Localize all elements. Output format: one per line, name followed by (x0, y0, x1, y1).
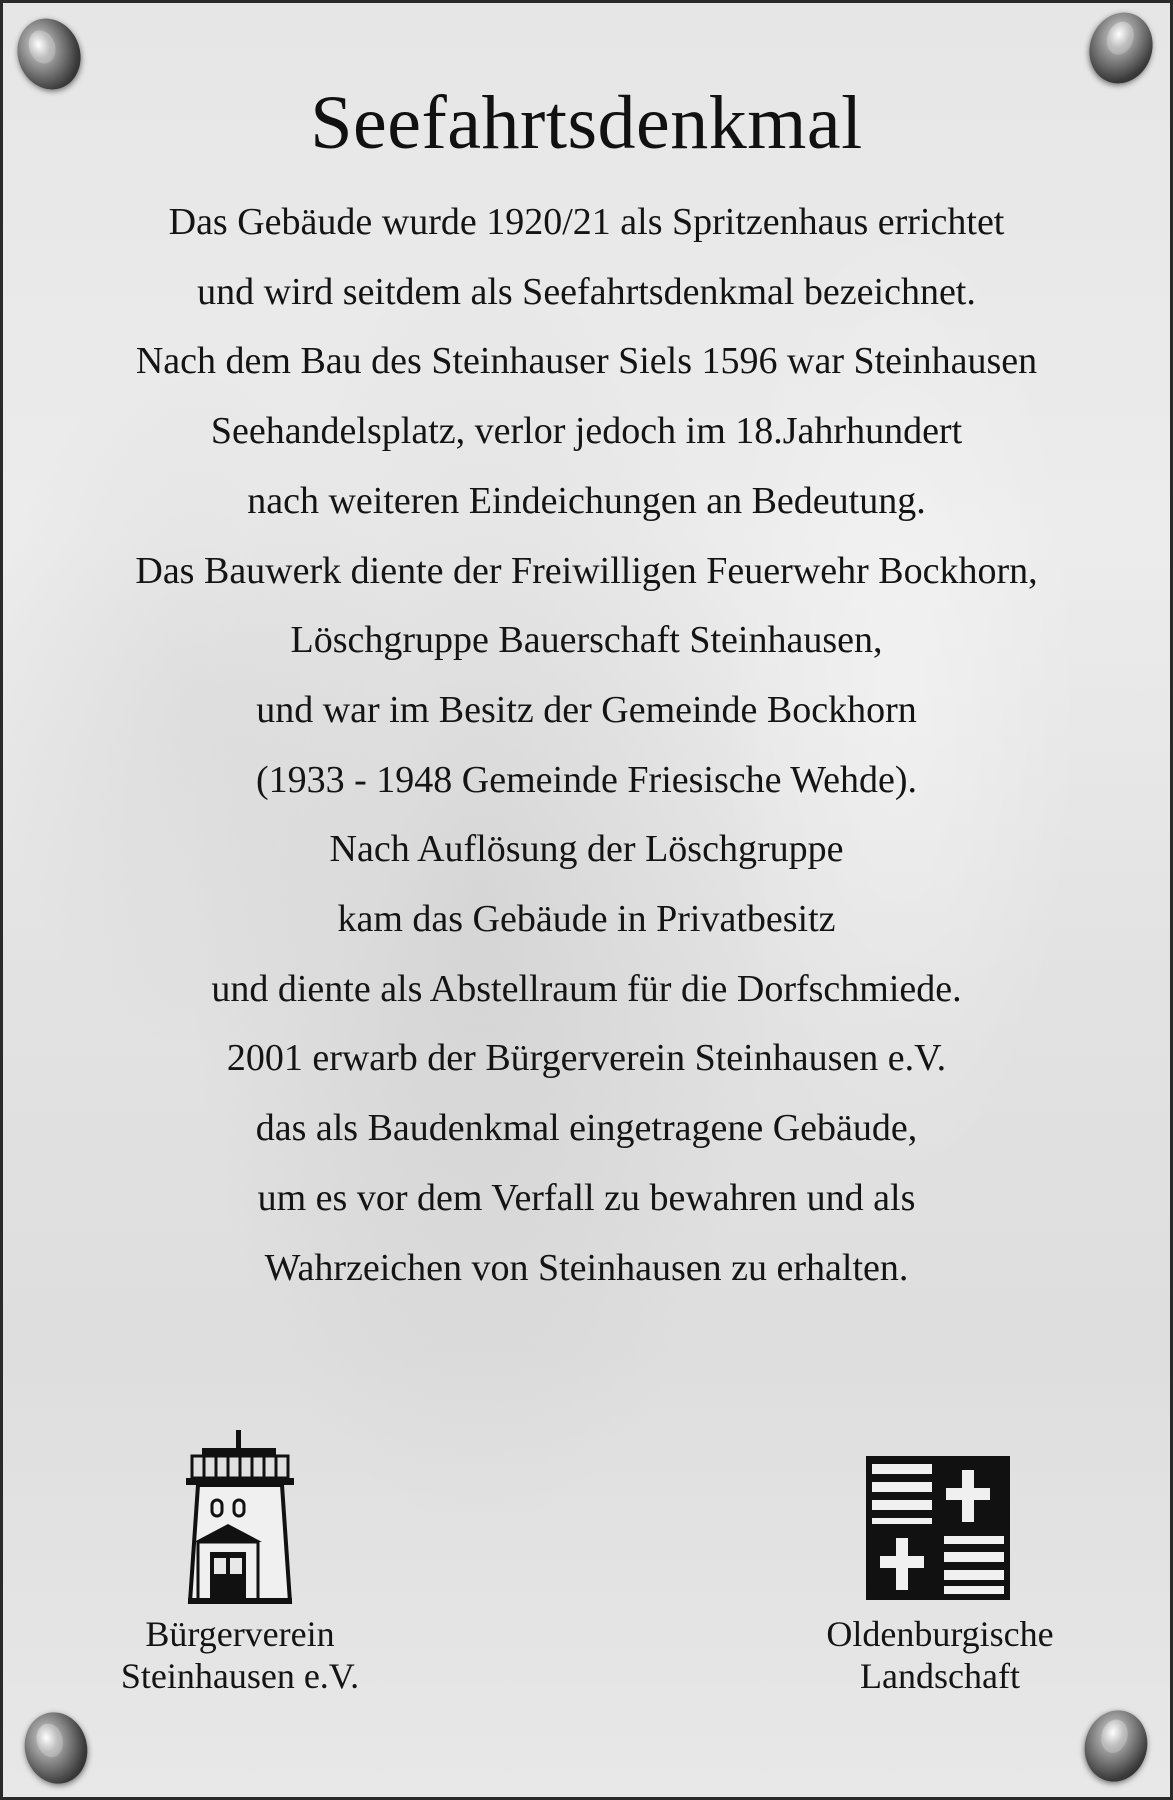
text-line: (1933 - 1948 Gemeinde Friesische Wehde). (255, 758, 918, 801)
text-line: Wahrzeichen von Steinhausen zu erhalten. (264, 1246, 909, 1289)
right-logo-caption (790, 1613, 1090, 1697)
plaque-title: Seefahrtsdenkmal (310, 81, 863, 165)
coat-of-arms-icon (866, 1456, 1010, 1600)
text-line: nach weiteren Eindeichungen an Bedeutung. (247, 479, 926, 522)
caption-line: Steinhausen e.V. (120, 1656, 360, 1696)
text-line: Nach Auflösung der Löschgruppe (329, 828, 844, 871)
plaque-body-text (60, 188, 1113, 1303)
caption-line: Bürgerverein (145, 1614, 335, 1654)
text-line: Löschgruppe Bauerschaft Steinhausen, (290, 619, 883, 662)
text-line: Nach dem Bau des Steinhauser Siels 1596 war Steinhausen (135, 340, 1038, 383)
text-line: Das Bauwerk diente der Freiwilligen Feuerwehr Bockhorn, (135, 549, 1038, 592)
text-line: das als Baudenkmal eingetragene Gebäude, (255, 1107, 918, 1150)
mounting-bolt-bottom-left (17, 1705, 96, 1791)
text-line: 2001 erwarb der Bürgerverein Steinhausen e.V. (226, 1037, 947, 1080)
text-line: und diente als Abstellraum für die Dorfschmiede. (211, 967, 962, 1010)
text-line: kam das Gebäude in Privatbesitz (337, 898, 836, 941)
lighthouse-building-icon (180, 1430, 300, 1605)
mounting-bolt-bottom-right (1077, 1703, 1156, 1789)
text-line: Seehandelsplatz, verlor jedoch im 18.Jahrhundert (210, 410, 963, 453)
text-line: um es vor dem Verfall zu bewahren und als (257, 1176, 916, 1219)
text-line: und wird seitdem als Seefahrtsdenkmal bezeichnet. (197, 270, 976, 313)
text-line: und war im Besitz der Gemeinde Bockhorn (256, 688, 917, 731)
text-line: Das Gebäude wurde 1920/21 als Spritzenhaus errichtet (168, 201, 1005, 243)
left-logo-caption (90, 1613, 390, 1697)
caption-line: Oldenburgische (826, 1614, 1054, 1654)
caption-line: Landschaft (860, 1656, 1020, 1696)
